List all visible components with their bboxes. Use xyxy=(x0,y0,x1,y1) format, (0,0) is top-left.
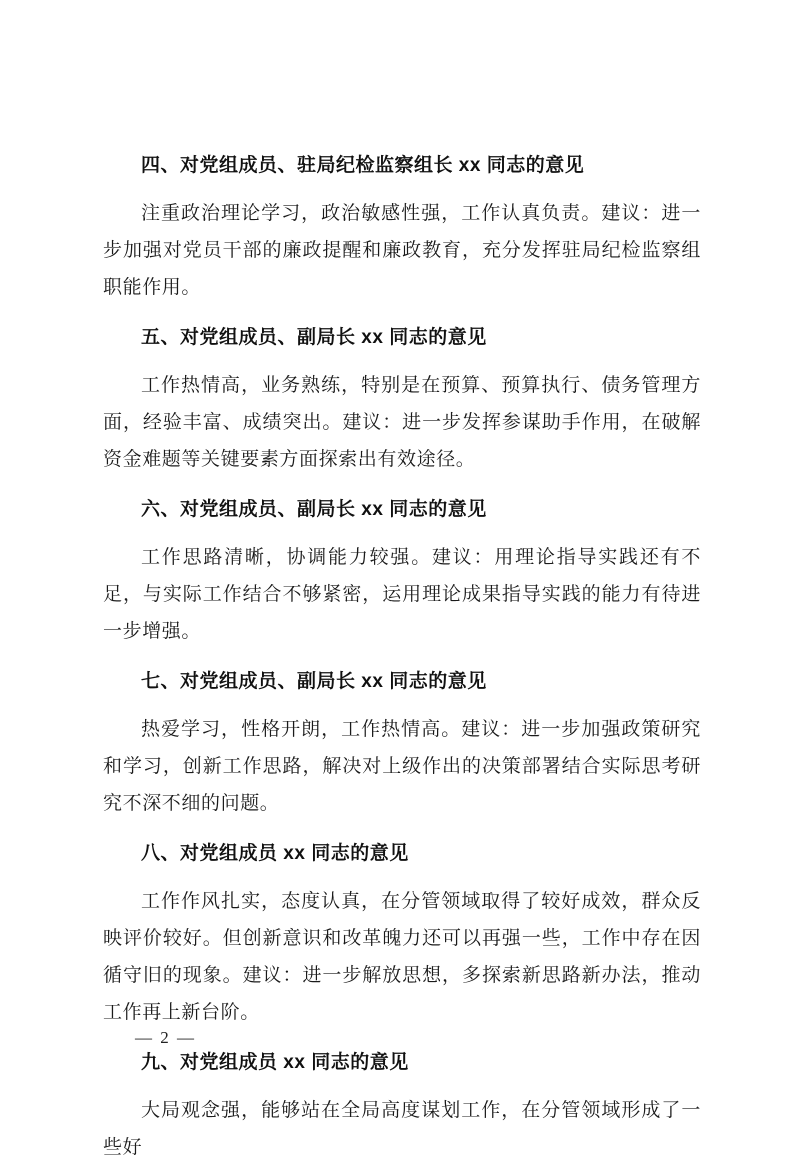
section-heading: 七、对党组成员、副局长 xx 同志的意见 xyxy=(141,671,487,692)
section-heading: 四、对党组成员、驻局纪检监察组长 xx 同志的意见 xyxy=(141,155,585,176)
section-paragraph: 工作热情高，业务熟练，特别是在预算、预算执行、债务管理方面，经验丰富、成绩突出。建议：进一步发挥参谋助手作用，在破解资金难题等关键要素方面探索出有效途径。 xyxy=(103,375,701,470)
section-paragraph: 注重政治理论学习，政治敏感性强，工作认真负责。建议：进一步加强对党员干部的廉政提醒和廉政教育，充分发挥驻局纪检监察组职能作用。 xyxy=(103,203,701,298)
section-heading: 六、对党组成员、副局长 xx 同志的意见 xyxy=(141,499,487,520)
section-heading: 五、对党组成员、副局长 xx 同志的意见 xyxy=(141,327,487,348)
page-number: — 2 — xyxy=(135,1028,196,1047)
section-paragraph: 工作思路清晰，协调能力较强。建议：用理论指导实践还有不足，与实际工作结合不够紧密，运用理论成果指导实践的能力有待进一步增强。 xyxy=(103,547,701,642)
section-heading: 八、对党组成员 xx 同志的意见 xyxy=(141,843,409,864)
section-6 xyxy=(103,484,701,656)
section-7 xyxy=(103,656,701,828)
section-4 xyxy=(103,140,701,312)
section-paragraph: 工作作风扎实，态度认真，在分管领域取得了较好成效，群众反映评价较好。但创新意识和改革魄力还可以再强一些，工作中存在因循守旧的现象。建议：进一步解放思想，多探索新思路新办法，推动工作再上新台阶。 xyxy=(103,891,701,1023)
section-heading: 九、对党组成员 xx 同志的意见 xyxy=(141,1052,409,1073)
section-9 xyxy=(103,1037,701,1172)
section-8 xyxy=(103,828,701,1037)
section-paragraph: 热爱学习，性格开朗，工作热情高。建议：进一步加强政策研究和学习，创新工作思路，解决对上级作出的决策部署结合实际思考研究不深不细的问题。 xyxy=(103,719,701,814)
section-5 xyxy=(103,312,701,484)
section-paragraph: 大局观念强，能够站在全局高度谋划工作，在分管领域形成了一些好 xyxy=(103,1100,701,1158)
document-body xyxy=(103,140,701,1172)
